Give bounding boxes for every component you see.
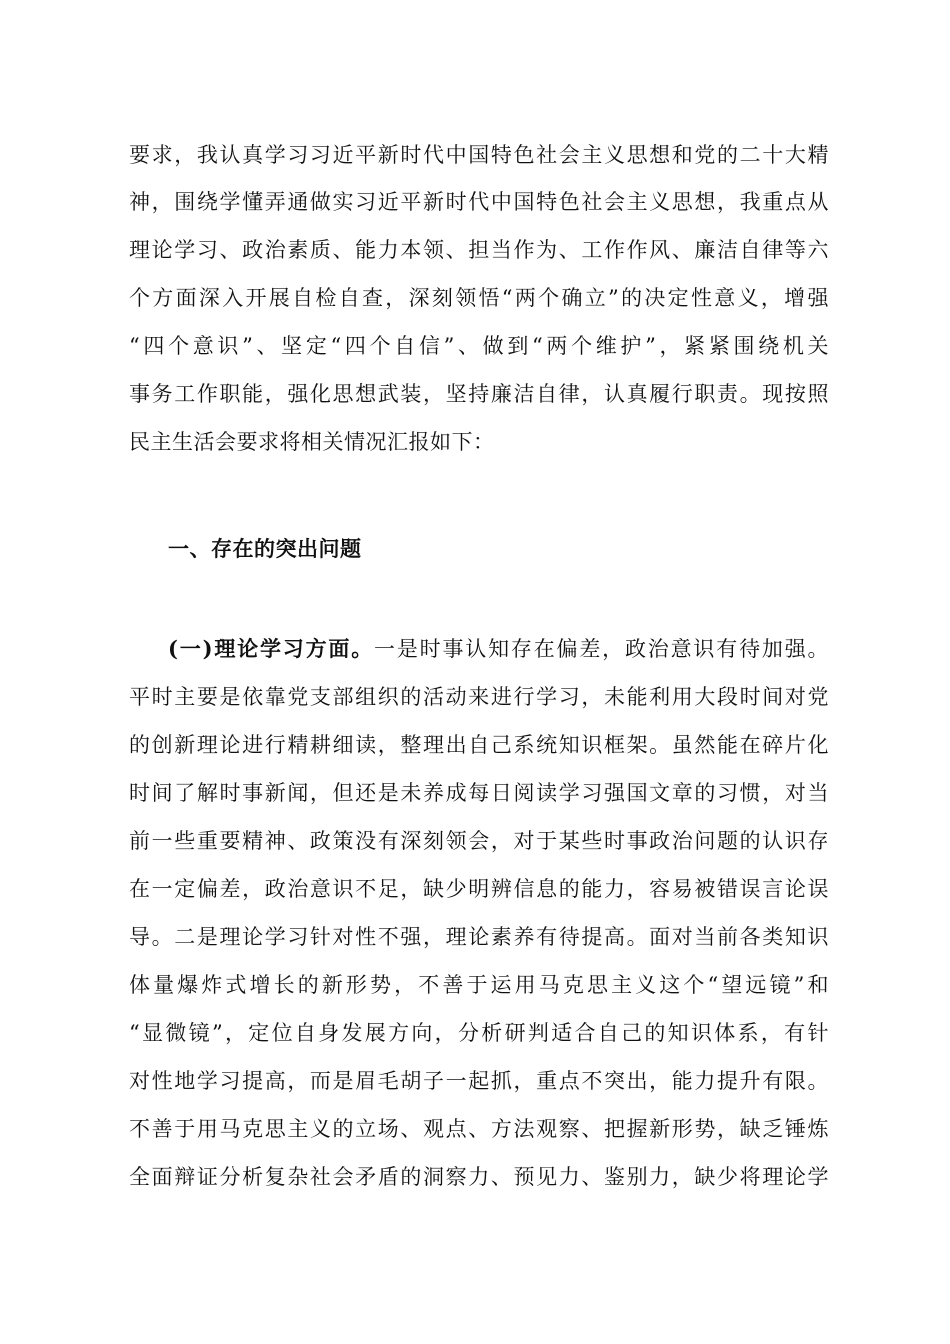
paragraph-line: 前一些重要精神、政策没有深刻领会，对于某些时事政治问题的认识存	[129, 829, 829, 853]
paragraph-line: 体量爆炸式增长的新形势，不善于运用马克思主义这个“望远镜”和	[129, 973, 829, 997]
paragraph-line: 在一定偏差，政治意识不足，缺少明辨信息的能力，容易被错误言论误	[129, 877, 829, 901]
section-heading: 一、存在的突出问题	[168, 536, 362, 561]
paragraph-line: 的创新理论进行精耕细读，整理出自己系统知识框架。虽然能在碎片化	[129, 733, 829, 757]
subsection-title: (一)理论学习方面。	[168, 636, 375, 661]
paragraph-line: 全面辩证分析复杂社会矛盾的洞察力、预见力、鉴别力，缺少将理论学	[129, 1165, 829, 1189]
paragraph-line: 要求，我认真学习习近平新时代中国特色社会主义思想和党的二十大精	[129, 143, 829, 167]
paragraph-line: 导。二是理论学习针对性不强，理论素养有待提高。面对当前各类知识	[129, 925, 829, 949]
paragraph-line: 对性地学习提高，而是眉毛胡子一起抓，重点不突出，能力提升有限。	[129, 1069, 829, 1093]
paragraph-line: 事务工作职能，强化思想武装，坚持廉洁自律，认真履行职责。现按照	[129, 382, 829, 406]
paragraph-line: 不善于用马克思主义的立场、观点、方法观察、把握新形势，缺乏锤炼	[129, 1117, 829, 1141]
paragraph-lead-text: 一是时事认知存在偏差，政治意识有待加强。	[374, 637, 830, 661]
paragraph-line: 个方面深入开展自检自查，深刻领悟“两个确立”的决定性意义，增强	[129, 286, 829, 310]
paragraph-line: “四个意识”、坚定“四个自信”、做到“两个维护”，紧紧围绕机关	[129, 334, 829, 358]
paragraph-line: 平时主要是依靠党支部组织的活动来进行学习，未能利用大段时间对党	[129, 685, 829, 709]
paragraph-line: 民主生活会要求将相关情况汇报如下：	[129, 430, 495, 454]
paragraph-line: “显微镜”，定位自身发展方向，分析研判适合自己的知识体系，有针	[129, 1021, 829, 1045]
paragraph-first-line	[168, 634, 829, 664]
paragraph-line: 神，围绕学懂弄通做实习近平新时代中国特色社会主义思想，我重点从	[129, 190, 829, 214]
paragraph-line: 理论学习、政治素质、能力本领、担当作为、工作作风、廉洁自律等六	[129, 238, 829, 262]
paragraph-line: 时间了解时事新闻，但还是未养成每日阅读学习强国文章的习惯，对当	[129, 781, 829, 805]
